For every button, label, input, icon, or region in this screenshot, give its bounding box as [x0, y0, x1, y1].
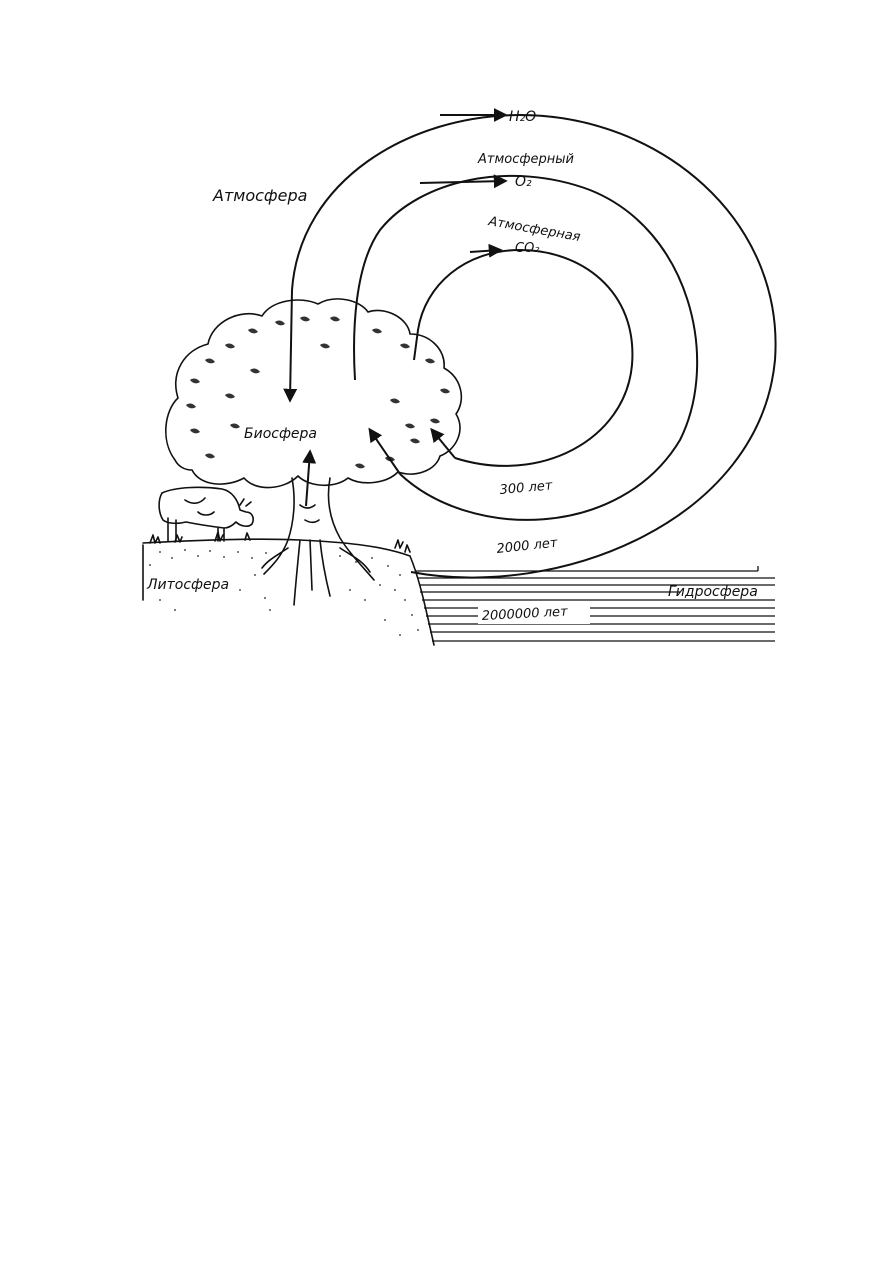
h2o-period-label: 2000000 лет — [481, 604, 569, 624]
co2-compound-label: CO₂ — [515, 241, 540, 256]
h2o-compound-label: H₂O — [509, 109, 537, 125]
co2-caption-label: Атмосферная — [487, 214, 582, 246]
co2-period-label: 300 лет — [499, 478, 553, 498]
o2-caption-label: Атмосферный — [478, 152, 574, 167]
co2-cycle-path — [414, 250, 632, 466]
biosphere-label: Биосфера — [244, 426, 318, 442]
h2o-cycle-path — [290, 115, 776, 578]
cow-illustration — [159, 487, 253, 541]
lithosphere-label: Литосфера — [147, 577, 230, 593]
hydrosphere-label: Гидросфера — [668, 584, 758, 600]
atmosphere-label: Атмосфера — [213, 186, 308, 205]
cycle-rings — [290, 115, 776, 578]
o2-period-label: 2000 лет — [495, 535, 559, 557]
o2-compound-label: O₂ — [515, 174, 532, 190]
